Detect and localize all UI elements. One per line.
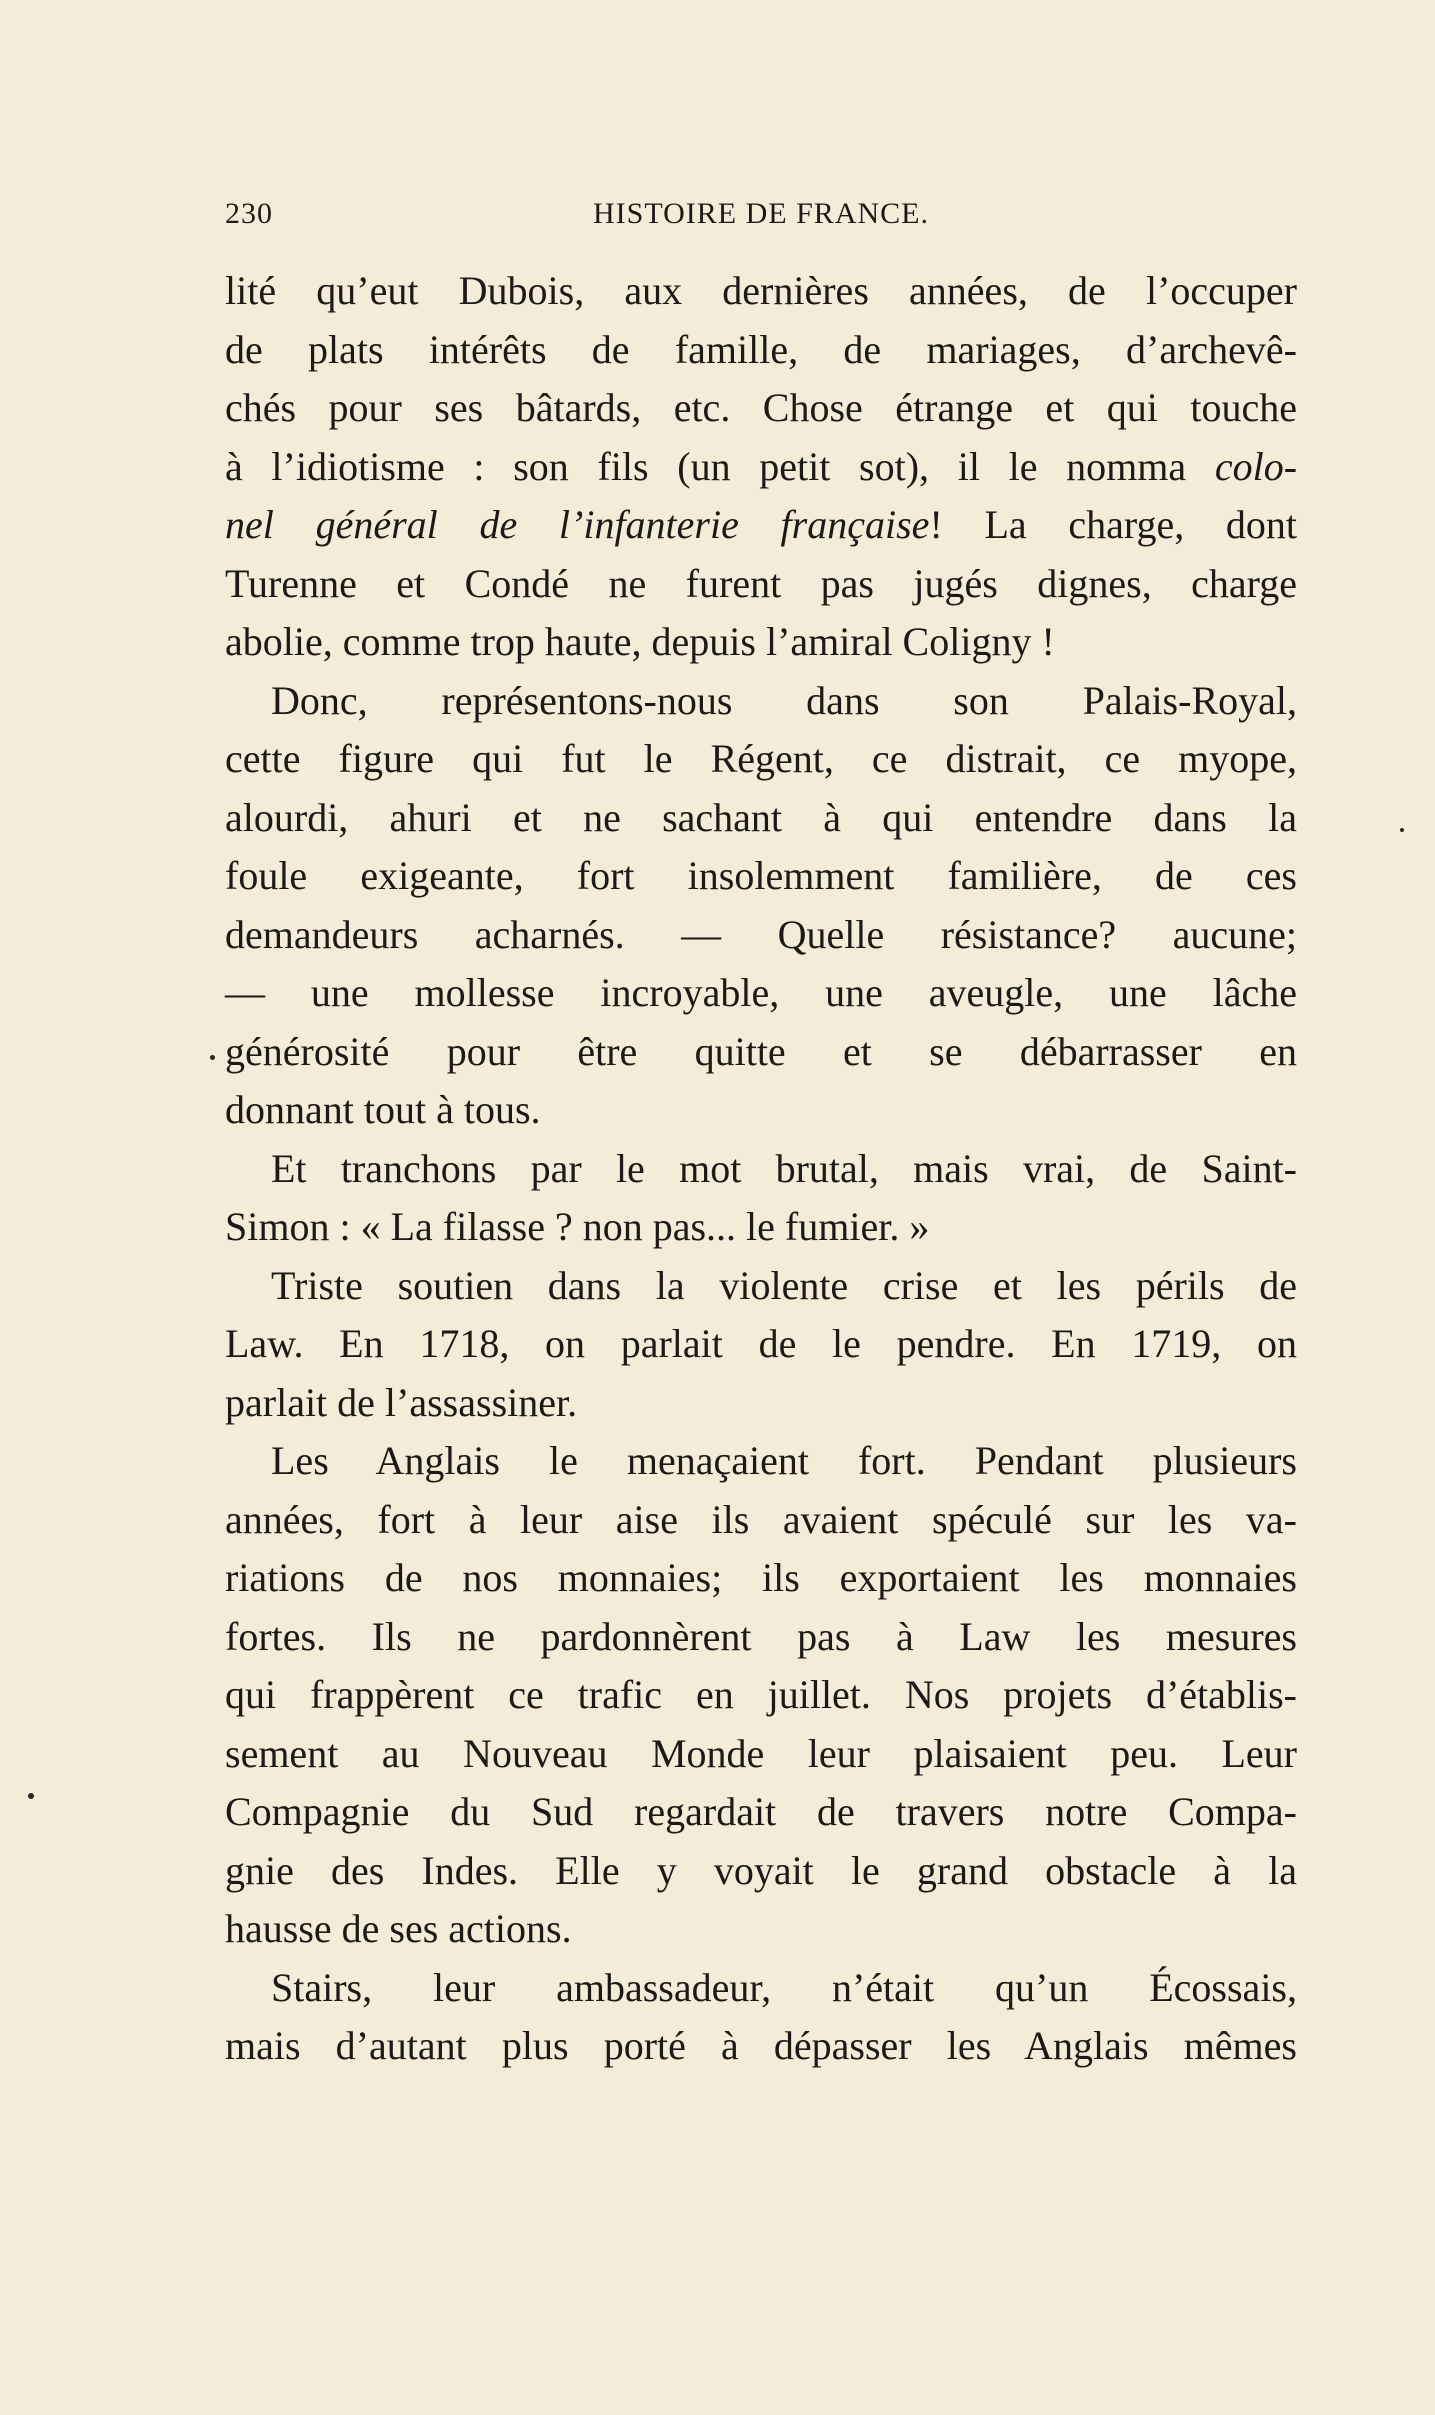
text-line: Turenne et Condé ne furent pas jugés dignes, charge — [225, 560, 1297, 606]
italic-text: nel général de l’infanterie française — [225, 502, 930, 547]
italic-text: colo- — [1214, 443, 1298, 489]
text-line: donnant tout à tous. — [225, 1087, 541, 1132]
text-line: qui frappèrent ce trafic en juillet. Nos projets d’établis- — [225, 1672, 1297, 1717]
text-segment: à l’idiotisme : son fils (un petit sot), il le nomma — [225, 443, 1187, 489]
text-line: — une mollesse incroyable, une aveugle, une lâche — [225, 970, 1297, 1015]
text-line: Les Anglais le menaçaient fort. Pendant plusieurs — [271, 1438, 1297, 1483]
text-line — [225, 438, 1297, 497]
text-line: générosité pour être quitte et se débarrasser en — [225, 1028, 1297, 1074]
text-line: abolie, comme trop haute, depuis l’amiral Coligny ! — [225, 619, 1055, 664]
text-line — [225, 496, 1297, 555]
text-line: demandeurs acharnés. — Quelle résistance? aucune; — [225, 911, 1297, 957]
text-line: Law. En 1718, on parlait de le pendre. En 1719, on — [225, 1321, 1297, 1366]
ink-speck — [1400, 828, 1404, 832]
text-line: hausse de ses actions. — [225, 1906, 572, 1951]
text-line: foule exigeante, fort insolemment familière, de ces — [225, 853, 1297, 898]
ink-speck — [28, 1793, 34, 1799]
text-line: Compagnie du Sud regardait de travers notre Compa- — [225, 1789, 1297, 1834]
text-line: Simon : « La filasse ? non pas... le fumier. » — [225, 1204, 930, 1249]
page-number: 230 — [225, 197, 273, 230]
text-line: Et tranchons par le mot brutal, mais vrai, de Saint- — [271, 1145, 1297, 1191]
ink-speck — [210, 1055, 215, 1060]
text-line: chés pour ses bâtards, etc. Chose étrange et qui touche — [225, 385, 1297, 430]
text-line: cette figure qui fut le Régent, ce distrait, ce myope, — [225, 736, 1297, 781]
text-line: années, fort à leur aise ils avaient spéculé sur les va- — [225, 1496, 1297, 1542]
body-text — [225, 262, 1297, 2076]
page-header — [225, 197, 1297, 247]
text-line: mais d’autant plus porté à dépasser les Anglais mêmes — [225, 2023, 1297, 2068]
text-line: gnie des Indes. Elle y voyait le grand obstacle à la — [225, 1847, 1297, 1893]
text-segment: ! La charge, dont — [929, 502, 1298, 547]
text-line: Donc, représentons-nous dans son Palais-Royal, — [271, 677, 1297, 723]
text-line: alourdi, ahuri et ne sachant à qui entendre dans la — [225, 794, 1297, 840]
text-line: Triste soutien dans la violente crise et les périls de — [271, 1262, 1297, 1308]
text-line: riations de nos monnaies; ils exportaient les monnaies — [225, 1555, 1297, 1600]
text-line: parlait de l’assassiner. — [225, 1379, 578, 1425]
running-title: HISTOIRE DE FRANCE. — [593, 197, 929, 230]
text-line: fortes. Ils ne pardonnèrent pas à Law les mesures — [225, 1613, 1297, 1659]
text-line: Stairs, leur ambassadeur, n’était qu’un Écossais, — [271, 1964, 1297, 2010]
text-line: sement au Nouveau Monde leur plaisaient peu. Leur — [225, 1730, 1297, 1776]
text-line: de plats intérêts de famille, de mariages, d’archevê- — [225, 326, 1297, 372]
text-line: lité qu’eut Dubois, aux dernières années, de l’occuper — [225, 268, 1297, 313]
